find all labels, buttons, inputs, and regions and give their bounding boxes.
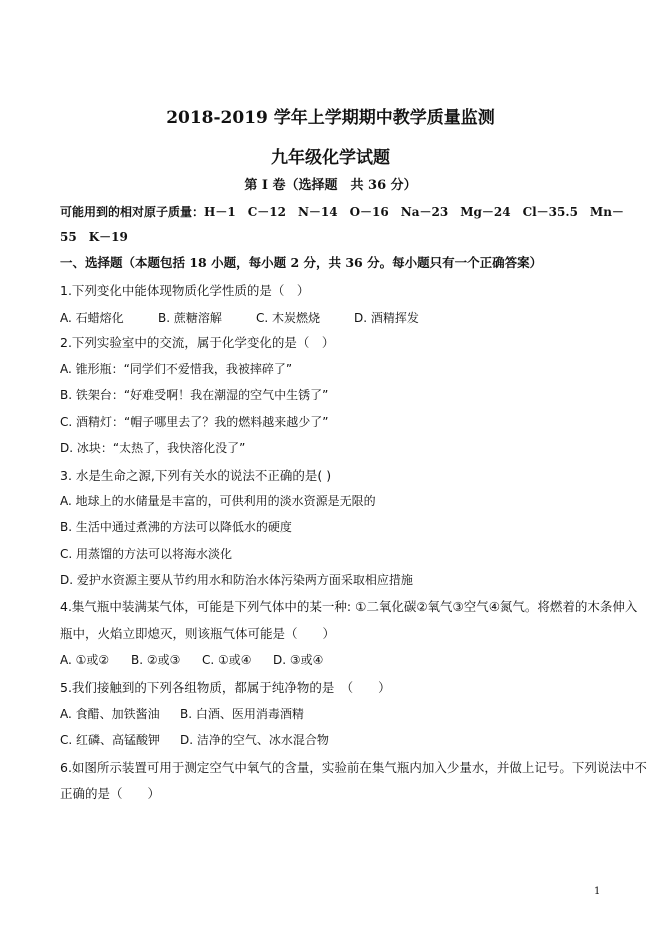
question-5-stem: 5.我们接触到的下列各组物质，都属于纯净物的是 （ ） <box>60 680 391 695</box>
question-6-stem-line-2: 正确的是（ ） <box>60 786 161 801</box>
atomic-masses-line-2: 55 K－19 <box>60 230 128 244</box>
question-1-options <box>60 309 419 326</box>
question-1-option-a: A. 石蜡熔化 <box>60 311 124 325</box>
question-4-stem-line-1: 4.集气瓶中装满某气体，可能是下列气体中的某一种: ①二氧化碳②氧气③空气④氮气。将燃着的木条伸入 <box>60 599 638 614</box>
question-3-option-d: D. 爱护水资源主要从节约用水和防治水体污染两方面采取相应措施 <box>60 573 413 587</box>
question-3-option-a: A. 地球上的水储量是丰富的，可供利用的淡水资源是无限的 <box>60 494 376 508</box>
question-4-stem-line-2: 瓶中，火焰立即熄灭，则该瓶气体可能是（ ） <box>60 626 336 641</box>
question-2-option-b: B. 铁架台：“好难受啊！我在潮湿的空气中生锈了” <box>60 388 329 402</box>
question-1-option-d: D. 酒精挥发 <box>354 311 419 325</box>
question-5-options-row-2 <box>60 731 329 748</box>
question-5-option-b: B. 白酒、医用消毒酒精 <box>180 707 304 721</box>
question-5-option-d: D. 洁净的空气、冰水混合物 <box>180 733 329 747</box>
exam-title: 2018-2019 学年上学期期中教学质量监测 <box>166 108 495 128</box>
question-3-option-b: B. 生活中通过煮沸的方法可以降低水的硬度 <box>60 520 292 534</box>
question-4-options <box>60 651 323 668</box>
question-3-option-c: C. 用蒸馏的方法可以将海水淡化 <box>60 547 233 561</box>
part-heading: 第 I 卷（选择题 共 36 分） <box>244 178 417 193</box>
question-1-option-b: B. 蔗糖溶解 <box>158 311 222 325</box>
question-5-option-c: C. 红磷、高锰酸钾 <box>60 733 161 747</box>
question-2-option-d: D. 冰块：“太热了，我快溶化没了” <box>60 441 246 455</box>
question-5-options-row-1 <box>60 705 304 722</box>
question-4-option-a: A. ①或② <box>60 653 110 667</box>
exam-subtitle: 九年级化学试题 <box>271 148 390 168</box>
question-2-stem: 2.下列实验室中的交流，属于化学变化的是（ ） <box>60 335 335 350</box>
question-1-option-c: C. 木炭燃烧 <box>256 311 321 325</box>
question-2-option-c: C. 酒精灯：“帽子哪里去了？我的燃料越来越少了” <box>60 415 329 429</box>
question-6-stem-line-1: 6.如图所示装置可用于测定空气中氧气的含量，实验前在集气瓶内加入少量水，并做上记号。下列说法中不 <box>60 760 647 775</box>
question-3-stem: 3. 水是生命之源,下列有关水的说法不正确的是( ) <box>60 468 332 483</box>
question-1-stem: 1.下列变化中能体现物质化学性质的是（ ） <box>60 283 310 298</box>
question-4-option-b: B. ②或③ <box>131 653 181 667</box>
page-number: 1 <box>594 886 601 897</box>
section-heading: 一、选择题（本题包括 18 小题，每小题 2 分，共 36 分。每小题只有一个正确答案） <box>60 255 543 270</box>
atomic-masses-line-1: 可能用到的相对原子质量：H－1 C－12 N－14 O－16 Na－23 Mg－24 Cl－35.5 Mn－ <box>60 205 624 219</box>
question-4-option-d: D. ③或④ <box>273 653 324 667</box>
question-5-option-a: A. 食醋、加铁酱油 <box>60 707 160 721</box>
question-2-option-a: A. 锥形瓶：“同学们不爱惜我，我被摔碎了” <box>60 362 293 376</box>
question-4-option-c: C. ①或④ <box>202 653 252 667</box>
